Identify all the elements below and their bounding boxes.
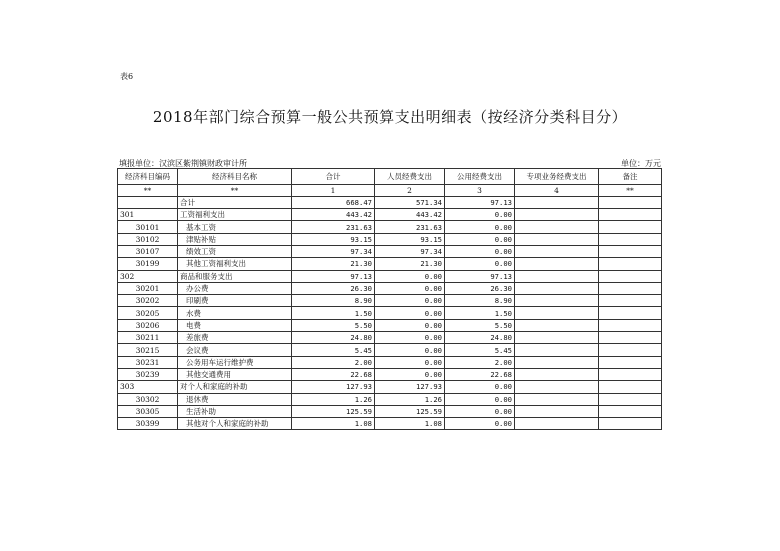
table-number-label: 表6 [120, 72, 134, 81]
reporting-unit: 填报单位：汉滨区紫荆镇财政审计所 [119, 159, 247, 168]
special-expense-cell [515, 393, 599, 405]
note-cell [599, 381, 662, 393]
public-expense-cell: 8.90 [445, 295, 515, 307]
special-expense-cell [515, 270, 599, 282]
total-cell: 21.30 [292, 258, 375, 270]
special-expense-cell [515, 196, 599, 208]
table-row [118, 307, 662, 319]
index-cell: ** [178, 184, 292, 196]
public-expense-cell: 26.30 [445, 282, 515, 294]
account-code-cell: 303 [118, 381, 178, 393]
note-cell [599, 393, 662, 405]
document-title: 2018年部门综合预算一般公共预算支出明细表（按经济分类科目分） [152, 108, 628, 126]
table-row [118, 418, 662, 430]
personnel-expense-cell: 1.08 [375, 418, 445, 430]
public-expense-cell: 1.50 [445, 307, 515, 319]
total-cell: 231.63 [292, 221, 375, 233]
total-cell: 8.90 [292, 295, 375, 307]
account-name-cell: 商品和服务支出 [178, 270, 292, 282]
column-header: 人员经费支出 [375, 169, 445, 185]
account-name-cell: 基本工资 [178, 221, 292, 233]
personnel-expense-cell: 21.30 [375, 258, 445, 270]
table-row [118, 405, 662, 417]
account-name-cell: 绩效工资 [178, 245, 292, 257]
table-row [118, 319, 662, 331]
total-cell: 1.50 [292, 307, 375, 319]
account-name-cell: 其他对个人和家庭的补助 [178, 418, 292, 430]
table-row [118, 233, 662, 245]
account-name-cell: 公务用车运行维护费 [178, 356, 292, 368]
special-expense-cell [515, 381, 599, 393]
note-cell [599, 418, 662, 430]
special-expense-cell [515, 418, 599, 430]
account-code-cell: 30201 [118, 282, 178, 294]
account-code-cell: 30239 [118, 368, 178, 380]
total-cell: 22.68 [292, 368, 375, 380]
public-expense-cell: 5.45 [445, 344, 515, 356]
account-code-cell: 30231 [118, 356, 178, 368]
special-expense-cell [515, 356, 599, 368]
public-expense-cell: 22.68 [445, 368, 515, 380]
note-cell [599, 368, 662, 380]
special-expense-cell [515, 405, 599, 417]
index-cell: 1 [292, 184, 375, 196]
special-expense-cell [515, 344, 599, 356]
expenditure-table [117, 168, 662, 430]
note-cell [599, 245, 662, 257]
note-cell [599, 196, 662, 208]
account-name-cell: 合计 [178, 196, 292, 208]
column-header: 合计 [292, 169, 375, 185]
personnel-expense-cell: 443.42 [375, 209, 445, 221]
total-cell: 1.08 [292, 418, 375, 430]
account-code-cell: 30102 [118, 233, 178, 245]
personnel-expense-cell: 127.93 [375, 381, 445, 393]
personnel-expense-cell: 0.00 [375, 344, 445, 356]
account-code-cell: 30302 [118, 393, 178, 405]
total-cell: 1.26 [292, 393, 375, 405]
note-cell [599, 209, 662, 221]
account-code-cell: 30215 [118, 344, 178, 356]
table-row [118, 258, 662, 270]
account-code-cell: 302 [118, 270, 178, 282]
note-cell [599, 344, 662, 356]
table-row [118, 344, 662, 356]
public-expense-cell: 0.00 [445, 258, 515, 270]
total-cell: 443.42 [292, 209, 375, 221]
special-expense-cell [515, 332, 599, 344]
personnel-expense-cell: 0.00 [375, 270, 445, 282]
public-expense-cell: 0.00 [445, 405, 515, 417]
special-expense-cell [515, 282, 599, 294]
public-expense-cell: 0.00 [445, 245, 515, 257]
personnel-expense-cell: 571.34 [375, 196, 445, 208]
note-cell [599, 307, 662, 319]
public-expense-cell: 0.00 [445, 381, 515, 393]
special-expense-cell [515, 258, 599, 270]
account-code-cell: 30399 [118, 418, 178, 430]
account-name-cell: 水费 [178, 307, 292, 319]
account-code-cell: 301 [118, 209, 178, 221]
total-cell: 5.50 [292, 319, 375, 331]
personnel-expense-cell: 0.00 [375, 282, 445, 294]
table-row [118, 282, 662, 294]
account-name-cell: 办公费 [178, 282, 292, 294]
total-cell: 5.45 [292, 344, 375, 356]
special-expense-cell [515, 295, 599, 307]
personnel-expense-cell: 0.00 [375, 356, 445, 368]
total-cell: 668.47 [292, 196, 375, 208]
table-row [118, 245, 662, 257]
table-row [118, 332, 662, 344]
personnel-expense-cell: 0.00 [375, 368, 445, 380]
index-cell: 3 [445, 184, 515, 196]
table-row [118, 196, 662, 208]
public-expense-cell: 0.00 [445, 393, 515, 405]
account-name-cell: 对个人和家庭的补助 [178, 381, 292, 393]
note-cell [599, 405, 662, 417]
column-header: 经济科目编码 [118, 169, 178, 185]
table-row [118, 209, 662, 221]
personnel-expense-cell: 0.00 [375, 295, 445, 307]
personnel-expense-cell: 0.00 [375, 319, 445, 331]
currency-unit: 单位：万元 [621, 159, 661, 168]
table-row [118, 270, 662, 282]
column-header: 专项业务经费支出 [515, 169, 599, 185]
special-expense-cell [515, 245, 599, 257]
personnel-expense-cell: 0.00 [375, 332, 445, 344]
total-cell: 97.34 [292, 245, 375, 257]
account-name-cell: 差旅费 [178, 332, 292, 344]
account-code-cell: 30305 [118, 405, 178, 417]
note-cell [599, 319, 662, 331]
total-cell: 127.93 [292, 381, 375, 393]
account-code-cell: 30101 [118, 221, 178, 233]
table-row [118, 221, 662, 233]
personnel-expense-cell: 93.15 [375, 233, 445, 245]
account-code-cell: 30211 [118, 332, 178, 344]
public-expense-cell: 0.00 [445, 418, 515, 430]
account-code-cell: 30199 [118, 258, 178, 270]
column-header: 经济科目名称 [178, 169, 292, 185]
table-row [118, 393, 662, 405]
public-expense-cell: 97.13 [445, 270, 515, 282]
column-header: 公用经费支出 [445, 169, 515, 185]
special-expense-cell [515, 221, 599, 233]
account-name-cell: 其他工资福利支出 [178, 258, 292, 270]
account-code-cell [118, 196, 178, 208]
index-cell: 2 [375, 184, 445, 196]
index-cell: ** [118, 184, 178, 196]
special-expense-cell [515, 209, 599, 221]
note-cell [599, 258, 662, 270]
account-name-cell: 电费 [178, 319, 292, 331]
personnel-expense-cell: 0.00 [375, 307, 445, 319]
index-cell: 4 [515, 184, 599, 196]
special-expense-cell [515, 307, 599, 319]
table-row [118, 295, 662, 307]
note-cell [599, 356, 662, 368]
account-name-cell: 会议费 [178, 344, 292, 356]
public-expense-cell: 0.00 [445, 209, 515, 221]
public-expense-cell: 2.00 [445, 356, 515, 368]
note-cell [599, 221, 662, 233]
account-code-cell: 30107 [118, 245, 178, 257]
special-expense-cell [515, 233, 599, 245]
account-name-cell: 生活补助 [178, 405, 292, 417]
total-cell: 125.59 [292, 405, 375, 417]
total-cell: 2.00 [292, 356, 375, 368]
public-expense-cell: 24.80 [445, 332, 515, 344]
table-row [118, 368, 662, 380]
total-cell: 24.80 [292, 332, 375, 344]
personnel-expense-cell: 1.26 [375, 393, 445, 405]
total-cell: 26.30 [292, 282, 375, 294]
account-name-cell: 其他交通费用 [178, 368, 292, 380]
header-row [118, 169, 662, 185]
note-cell [599, 233, 662, 245]
table-row [118, 356, 662, 368]
account-name-cell: 退休费 [178, 393, 292, 405]
index-row [118, 184, 662, 196]
note-cell [599, 295, 662, 307]
total-cell: 93.15 [292, 233, 375, 245]
special-expense-cell [515, 368, 599, 380]
personnel-expense-cell: 97.34 [375, 245, 445, 257]
column-header: 备注 [599, 169, 662, 185]
account-name-cell: 工资福利支出 [178, 209, 292, 221]
note-cell [599, 270, 662, 282]
total-cell: 97.13 [292, 270, 375, 282]
index-cell: ** [599, 184, 662, 196]
public-expense-cell: 97.13 [445, 196, 515, 208]
public-expense-cell: 0.00 [445, 233, 515, 245]
note-cell [599, 332, 662, 344]
public-expense-cell: 5.50 [445, 319, 515, 331]
account-code-cell: 30202 [118, 295, 178, 307]
table-row [118, 381, 662, 393]
note-cell [599, 282, 662, 294]
public-expense-cell: 0.00 [445, 221, 515, 233]
account-code-cell: 30206 [118, 319, 178, 331]
personnel-expense-cell: 231.63 [375, 221, 445, 233]
account-name-cell: 印刷费 [178, 295, 292, 307]
special-expense-cell [515, 319, 599, 331]
personnel-expense-cell: 125.59 [375, 405, 445, 417]
account-code-cell: 30205 [118, 307, 178, 319]
account-name-cell: 津贴补贴 [178, 233, 292, 245]
